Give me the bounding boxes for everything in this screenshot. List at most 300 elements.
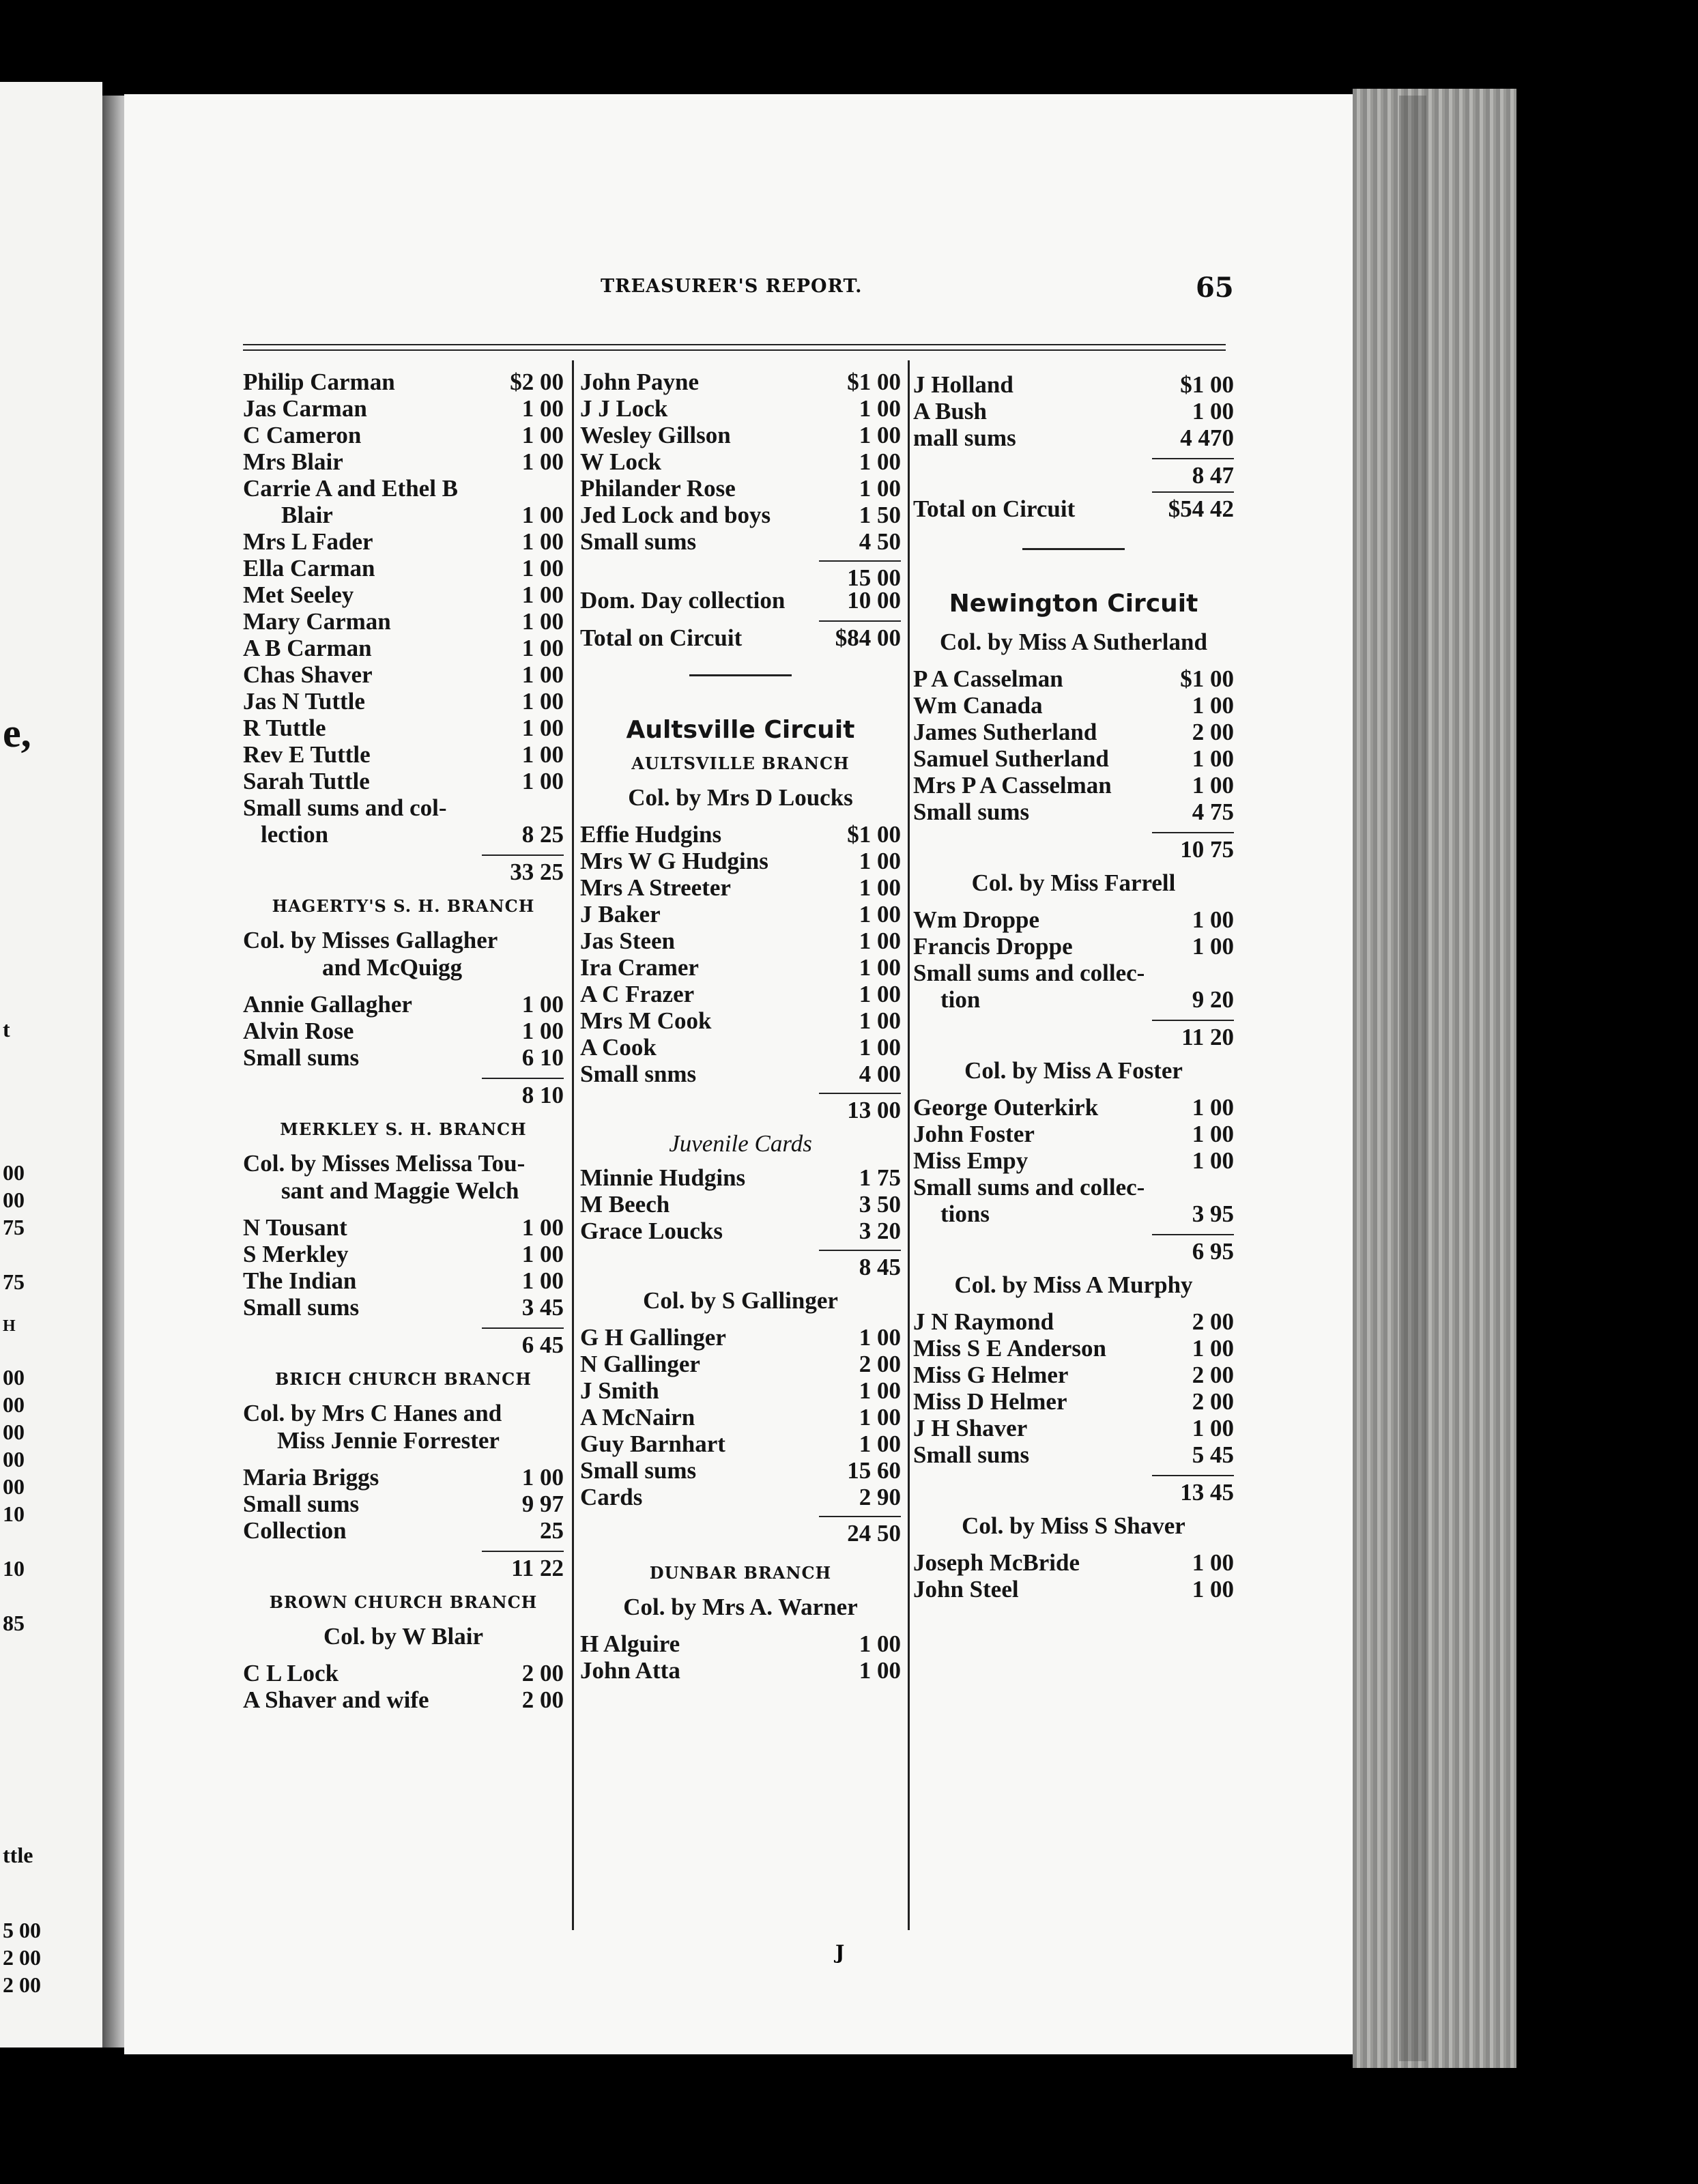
total-row bbox=[580, 1093, 901, 1123]
entry-name: N Tousant bbox=[243, 1214, 347, 1241]
entry-row bbox=[243, 794, 564, 821]
entry-name: Small sums bbox=[243, 1294, 360, 1321]
entry-row bbox=[243, 635, 564, 661]
entry-row bbox=[243, 422, 564, 448]
left-page-text: 2 00 bbox=[3, 1972, 41, 1997]
entry-amount: 2 00 bbox=[521, 1660, 564, 1686]
collector-text: Miss Jennie Forrester bbox=[277, 1427, 500, 1454]
branch-heading: BRICH CHURCH BRANCH bbox=[275, 1369, 532, 1389]
entry-row bbox=[243, 1241, 564, 1267]
total-row bbox=[243, 854, 564, 885]
left-page-text: e, bbox=[3, 710, 31, 756]
entry-row bbox=[580, 928, 901, 954]
entry-row bbox=[580, 1218, 901, 1244]
entry-name: G H Gallinger bbox=[580, 1324, 726, 1351]
entry-row bbox=[580, 1431, 901, 1457]
entry-amount: 1 00 bbox=[1192, 745, 1234, 772]
entry-amount: 1 00 bbox=[859, 1377, 901, 1404]
entry-row bbox=[913, 906, 1234, 933]
entry-name: Small sums bbox=[243, 1491, 360, 1517]
entry-name: J J Lock bbox=[580, 395, 668, 422]
entry-row bbox=[243, 1044, 564, 1071]
entry-name: Mrs W G Hudgins bbox=[580, 848, 768, 874]
circuit-title: Aultsville Circuit bbox=[626, 716, 855, 744]
entry-row bbox=[580, 848, 901, 874]
entry-row bbox=[580, 1630, 901, 1657]
total-row bbox=[580, 1250, 901, 1280]
total-amount: 8 45 bbox=[819, 1250, 901, 1280]
entry-name: Grace Loucks bbox=[580, 1218, 723, 1244]
collector-line bbox=[243, 1150, 564, 1205]
book-page-edges bbox=[1353, 89, 1516, 2068]
entry-amount: 3 20 bbox=[859, 1218, 901, 1244]
entry-row bbox=[243, 448, 564, 475]
entry-name: Small sums and col- bbox=[243, 794, 447, 821]
collector-line: Col. by Mrs D Loucks bbox=[628, 784, 853, 811]
total-amount: 8 47 bbox=[1152, 458, 1234, 489]
entry-amount: 1 00 bbox=[859, 954, 901, 981]
entry-row bbox=[580, 1377, 901, 1404]
entry-row bbox=[580, 1007, 901, 1034]
entry-row bbox=[580, 448, 901, 475]
entry-row bbox=[913, 1388, 1234, 1415]
entry-row bbox=[243, 1491, 564, 1517]
entry-name: Mrs P A Casselman bbox=[913, 772, 1112, 799]
entry-name: R Tuttle bbox=[243, 715, 326, 741]
collector-line: Col. by Miss A Foster bbox=[964, 1057, 1183, 1084]
entry-name: Small sums and collec- bbox=[913, 1174, 1145, 1201]
entry-row bbox=[580, 1034, 901, 1061]
entry-amount: 1 00 bbox=[859, 981, 901, 1007]
entry-name: Small sums bbox=[243, 1044, 360, 1071]
entry-name: Cards bbox=[580, 1484, 643, 1510]
left-page-text: 00 bbox=[3, 1420, 25, 1444]
entry-amount: 1 00 bbox=[521, 1214, 564, 1241]
left-page-text: 75 bbox=[3, 1269, 25, 1294]
entry-amount: 1 00 bbox=[859, 1657, 901, 1684]
entry-row bbox=[243, 1686, 564, 1713]
entry-name: J Baker bbox=[580, 901, 661, 928]
entry-row bbox=[580, 1324, 901, 1351]
total-row bbox=[580, 620, 901, 651]
entry-row bbox=[913, 1308, 1234, 1335]
entry-amount: 1 00 bbox=[521, 715, 564, 741]
entry-name: lection bbox=[261, 821, 329, 848]
entry-name: Philander Rose bbox=[580, 475, 736, 502]
entry-row bbox=[243, 715, 564, 741]
entry-name: Wm Droppe bbox=[913, 906, 1040, 933]
entry-amount: $2 00 bbox=[510, 369, 564, 395]
entry-amount: $1 00 bbox=[847, 369, 901, 395]
entry-row bbox=[913, 1415, 1234, 1441]
collector-text: Col. by Mrs C Hanes and bbox=[243, 1400, 502, 1426]
collector-text: Col. by Misses Melissa Tou- bbox=[243, 1150, 526, 1177]
total-row bbox=[243, 1078, 564, 1108]
entry-name: Miss S E Anderson bbox=[913, 1335, 1106, 1362]
entry-amount: 1 00 bbox=[859, 475, 901, 502]
entry-amount: 1 00 bbox=[859, 448, 901, 475]
entry-amount: $1 00 bbox=[1180, 665, 1234, 692]
entry-amount: 2 00 bbox=[521, 1686, 564, 1713]
entry-name: P A Casselman bbox=[913, 665, 1063, 692]
section-heading: Juvenile Cards bbox=[669, 1130, 812, 1157]
entry-amount: 1 00 bbox=[521, 448, 564, 475]
total-amount: 6 95 bbox=[1152, 1234, 1234, 1265]
entry-name: Ella Carman bbox=[243, 555, 375, 581]
entry-row bbox=[580, 475, 901, 502]
entry-row bbox=[580, 1657, 901, 1684]
entry-name: A Bush bbox=[913, 398, 987, 425]
total-row bbox=[913, 1020, 1234, 1050]
entry-row bbox=[580, 981, 901, 1007]
entry-name: S Merkley bbox=[243, 1241, 349, 1267]
entry-name: Jas N Tuttle bbox=[243, 688, 365, 715]
collector-text: sant and Maggie Welch bbox=[281, 1177, 519, 1204]
left-page-text: 85 bbox=[3, 1611, 25, 1635]
entry-amount: 1 00 bbox=[521, 528, 564, 555]
entry-row bbox=[913, 692, 1234, 719]
left-page-text: 2 00 bbox=[3, 1945, 41, 1970]
entry-name: Mrs A Streeter bbox=[580, 874, 731, 901]
entry-name: Small sums bbox=[580, 528, 697, 555]
entry-name: Mary Carman bbox=[243, 608, 391, 635]
running-head: TREASURER'S REPORT. bbox=[601, 276, 863, 297]
branch-heading: HAGERTY'S S. H. BRANCH bbox=[272, 896, 535, 916]
entry-name: A McNairn bbox=[580, 1404, 695, 1431]
entry-amount: 1 00 bbox=[859, 848, 901, 874]
entry-row bbox=[913, 745, 1234, 772]
entry-row bbox=[243, 502, 564, 528]
entry-row bbox=[913, 1094, 1234, 1121]
entry-name: Francis Droppe bbox=[913, 933, 1073, 960]
total-row bbox=[580, 1516, 901, 1547]
total-amount: 10 75 bbox=[1152, 832, 1234, 863]
entry-name: Wesley Gillson bbox=[580, 422, 731, 448]
entry-amount: 1 00 bbox=[521, 661, 564, 688]
total-amount: 13 45 bbox=[1152, 1475, 1234, 1506]
total-amount: $54 42 bbox=[1152, 491, 1234, 522]
entry-amount: 1 00 bbox=[1192, 1147, 1234, 1174]
left-page-text: 5 00 bbox=[3, 1918, 41, 1942]
collector-line bbox=[243, 1400, 564, 1454]
entry-row bbox=[913, 1549, 1234, 1576]
entry-name: A Shaver and wife bbox=[243, 1686, 429, 1713]
entry-row bbox=[913, 986, 1234, 1013]
entry-amount: 2 90 bbox=[859, 1484, 901, 1510]
collector-text: and McQuigg bbox=[322, 954, 463, 981]
entry-amount: 9 20 bbox=[1192, 986, 1234, 1013]
entry-name: Carrie A and Ethel B bbox=[243, 475, 459, 502]
entry-row bbox=[913, 1576, 1234, 1603]
entry-row bbox=[243, 1464, 564, 1491]
entry-name: J N Raymond bbox=[913, 1308, 1054, 1335]
entry-amount: 1 00 bbox=[1192, 1094, 1234, 1121]
entry-amount: 1 00 bbox=[859, 1034, 901, 1061]
entry-row bbox=[913, 933, 1234, 960]
entry-row bbox=[913, 398, 1234, 425]
branch-heading: DUNBAR BRANCH bbox=[649, 1563, 832, 1583]
branch-heading: BROWN CHURCH BRANCH bbox=[269, 1592, 538, 1612]
entry-row bbox=[913, 1201, 1234, 1227]
total-row bbox=[243, 1551, 564, 1581]
entry-amount: 1 00 bbox=[521, 635, 564, 661]
entry-row bbox=[243, 1517, 564, 1544]
entry-amount: 3 95 bbox=[1192, 1201, 1234, 1227]
entry-row bbox=[913, 719, 1234, 745]
total-amount: 13 00 bbox=[819, 1093, 901, 1123]
entry-row bbox=[913, 425, 1234, 451]
entry-row bbox=[243, 741, 564, 768]
entry-amount: 1 50 bbox=[859, 502, 901, 528]
entry-name: Mrs M Cook bbox=[580, 1007, 712, 1034]
entry-amount: 1 00 bbox=[521, 608, 564, 635]
entry-amount: 5 45 bbox=[1192, 1441, 1234, 1468]
total-row bbox=[580, 560, 901, 591]
entry-amount: 6 10 bbox=[521, 1044, 564, 1071]
entry-row bbox=[580, 1191, 901, 1218]
entry-row bbox=[913, 772, 1234, 799]
left-page-text: 10 bbox=[3, 1502, 25, 1526]
branch-heading: AULTSVILLE BRANCH bbox=[631, 753, 850, 773]
entry-name: Chas Shaver bbox=[243, 661, 373, 688]
entry-row bbox=[913, 1335, 1234, 1362]
entry-row bbox=[243, 991, 564, 1018]
circuit-title: Newington Circuit bbox=[949, 590, 1198, 618]
entry-amount: 2 00 bbox=[1192, 1388, 1234, 1415]
entry-amount: 1 00 bbox=[1192, 1415, 1234, 1441]
left-page-text: 75 bbox=[3, 1215, 25, 1239]
collector-line: Col. by Mrs A. Warner bbox=[623, 1594, 858, 1620]
entry-row bbox=[243, 369, 564, 395]
entry-amount: 1 00 bbox=[521, 1464, 564, 1491]
entry-name: Jed Lock and boys bbox=[580, 502, 771, 528]
entry-name: Philip Carman bbox=[243, 369, 395, 395]
entry-name: James Sutherland bbox=[913, 719, 1097, 745]
entry-name: A C Frazer bbox=[580, 981, 695, 1007]
entry-row bbox=[243, 1294, 564, 1321]
entry-row bbox=[243, 581, 564, 608]
entry-name: Samuel Sutherland bbox=[913, 745, 1109, 772]
entry-row bbox=[580, 1404, 901, 1431]
entry-name: Wm Canada bbox=[913, 692, 1043, 719]
entry-name: John Steel bbox=[913, 1576, 1019, 1603]
entry-name: J Smith bbox=[580, 1377, 659, 1404]
entry-name: Jas Steen bbox=[580, 928, 676, 954]
entry-name: Effie Hudgins bbox=[580, 821, 722, 848]
collector-line: Col. by S Gallinger bbox=[643, 1287, 838, 1314]
entry-name: A Cook bbox=[580, 1034, 657, 1061]
entry-name: H Alguire bbox=[580, 1630, 680, 1657]
collector-line: Col. by W Blair bbox=[323, 1623, 484, 1650]
entry-amount: 1 00 bbox=[521, 991, 564, 1018]
collector-line: Col. by Miss Farrell bbox=[971, 870, 1176, 896]
entry-amount: 2 00 bbox=[1192, 719, 1234, 745]
entry-name: J Holland bbox=[913, 371, 1013, 398]
entry-amount: 1 00 bbox=[521, 741, 564, 768]
entry-name: Collection bbox=[243, 1517, 347, 1544]
entry-amount: $1 00 bbox=[847, 821, 901, 848]
total-amount: 33 25 bbox=[482, 854, 564, 885]
entry-name: C Cameron bbox=[243, 422, 362, 448]
entry-name: J H Shaver bbox=[913, 1415, 1028, 1441]
entry-name: John Payne bbox=[580, 369, 700, 395]
branch-heading: MERKLEY S. H. BRANCH bbox=[280, 1119, 527, 1139]
entry-row bbox=[243, 1660, 564, 1686]
section-separator bbox=[689, 674, 792, 676]
entry-amount: 1 00 bbox=[521, 555, 564, 581]
entry-amount: 1 00 bbox=[859, 874, 901, 901]
entry-row bbox=[243, 475, 564, 502]
entry-amount: 2 00 bbox=[1192, 1308, 1234, 1335]
entry-row bbox=[243, 1214, 564, 1241]
entry-row bbox=[243, 768, 564, 794]
entry-amount: 10 00 bbox=[847, 587, 901, 614]
entry-row bbox=[913, 1362, 1234, 1388]
entry-name: John Foster bbox=[913, 1121, 1035, 1147]
collector-line: Col. by Miss A Sutherland bbox=[940, 629, 1207, 655]
entry-row bbox=[580, 1351, 901, 1377]
entry-name: Annie Gallagher bbox=[243, 991, 412, 1018]
entry-amount: 1 00 bbox=[1192, 1576, 1234, 1603]
entry-name: Total on Circuit bbox=[580, 624, 743, 651]
entry-row bbox=[580, 901, 901, 928]
entry-amount: 1 00 bbox=[859, 395, 901, 422]
entry-name: The Indian bbox=[243, 1267, 357, 1294]
entry-name: Joseph McBride bbox=[913, 1549, 1080, 1576]
total-amount: 8 10 bbox=[482, 1078, 564, 1108]
entry-name: Minnie Hudgins bbox=[580, 1164, 746, 1191]
entry-row bbox=[913, 1147, 1234, 1174]
entry-amount: 3 50 bbox=[859, 1191, 901, 1218]
entry-row bbox=[580, 395, 901, 422]
total-row bbox=[243, 1327, 564, 1358]
total-row bbox=[913, 1475, 1234, 1506]
total-row bbox=[913, 832, 1234, 863]
entry-amount: 8 25 bbox=[521, 821, 564, 848]
left-page-text: ttle bbox=[3, 1843, 33, 1867]
entry-name: tion bbox=[940, 986, 981, 1013]
entry-name: John Atta bbox=[580, 1657, 680, 1684]
entry-amount: 1 00 bbox=[521, 1241, 564, 1267]
entry-row bbox=[913, 1441, 1234, 1468]
total-row bbox=[913, 458, 1234, 489]
entry-row bbox=[580, 1484, 901, 1510]
entry-amount: 1 75 bbox=[859, 1164, 901, 1191]
total-amount: 11 22 bbox=[482, 1551, 564, 1581]
page-number: 65 bbox=[1196, 272, 1234, 304]
entry-amount: $1 00 bbox=[1180, 371, 1234, 398]
entry-name: Total on Circuit bbox=[913, 495, 1076, 522]
entry-row bbox=[580, 369, 901, 395]
entry-amount: 2 00 bbox=[1192, 1362, 1234, 1388]
entry-name: Blair bbox=[281, 502, 333, 528]
entry-row bbox=[243, 1267, 564, 1294]
entry-row bbox=[913, 665, 1234, 692]
book-edge-shadow bbox=[1399, 96, 1426, 2061]
entry-row bbox=[913, 960, 1234, 986]
entry-amount: 1 00 bbox=[521, 688, 564, 715]
entry-name: tions bbox=[940, 1201, 990, 1227]
signature-mark: J bbox=[835, 1941, 845, 1964]
left-page-text: 00 bbox=[3, 1365, 25, 1390]
entry-amount: 1 00 bbox=[521, 422, 564, 448]
column-2 bbox=[580, 369, 901, 1684]
entry-amount: 1 00 bbox=[859, 1630, 901, 1657]
entry-amount: 1 00 bbox=[1192, 1549, 1234, 1576]
entry-name: N Gallinger bbox=[580, 1351, 700, 1377]
left-page-text: 00 bbox=[3, 1392, 25, 1417]
entry-row bbox=[913, 1174, 1234, 1201]
left-page-text: t bbox=[3, 1017, 10, 1041]
total-amount: $84 00 bbox=[819, 620, 901, 651]
total-row bbox=[913, 491, 1234, 522]
entry-row bbox=[243, 661, 564, 688]
header-rule bbox=[243, 349, 1226, 351]
entry-name: Small sums bbox=[913, 1441, 1030, 1468]
entry-name: Small sums and collec- bbox=[913, 960, 1145, 986]
entry-amount: 1 00 bbox=[1192, 906, 1234, 933]
header-rule bbox=[243, 344, 1226, 345]
entry-amount: 1 00 bbox=[521, 768, 564, 794]
entry-amount: 15 60 bbox=[847, 1457, 901, 1484]
entry-name: Rev E Tuttle bbox=[243, 741, 371, 768]
entry-name: Miss D Helmer bbox=[913, 1388, 1067, 1415]
entry-amount: 1 00 bbox=[521, 395, 564, 422]
total-row bbox=[913, 1234, 1234, 1265]
entry-row bbox=[913, 799, 1234, 825]
entry-amount: 1 00 bbox=[859, 928, 901, 954]
entry-row bbox=[243, 688, 564, 715]
entry-row bbox=[580, 502, 901, 528]
entry-row bbox=[580, 422, 901, 448]
entry-amount: 1 00 bbox=[859, 1007, 901, 1034]
total-amount: 11 20 bbox=[1152, 1020, 1234, 1050]
entry-row bbox=[580, 1061, 901, 1087]
entry-amount: 1 00 bbox=[521, 581, 564, 608]
entry-name: Ira Cramer bbox=[580, 954, 699, 981]
left-page-text: H bbox=[3, 1317, 16, 1335]
entry-row bbox=[243, 1018, 564, 1044]
entry-name: W Lock bbox=[580, 448, 661, 475]
entry-name: M Beech bbox=[580, 1191, 670, 1218]
entry-row bbox=[580, 1457, 901, 1484]
entry-amount: 4 75 bbox=[1192, 799, 1234, 825]
entry-amount: 4 00 bbox=[859, 1061, 901, 1087]
entry-row bbox=[243, 395, 564, 422]
column-divider bbox=[908, 360, 910, 1930]
entry-amount: 1 00 bbox=[1192, 398, 1234, 425]
entry-row bbox=[580, 528, 901, 555]
entry-name: Mrs L Fader bbox=[243, 528, 373, 555]
entry-name: Small sums bbox=[913, 799, 1030, 825]
left-page-text: 10 bbox=[3, 1556, 25, 1581]
entry-amount: 9 97 bbox=[521, 1491, 564, 1517]
entry-row bbox=[580, 1164, 901, 1191]
left-page-text: 00 bbox=[3, 1160, 25, 1185]
entry-amount: 1 00 bbox=[1192, 1335, 1234, 1362]
collector-line: Col. by Miss A Murphy bbox=[954, 1271, 1193, 1298]
entry-name: Mrs Blair bbox=[243, 448, 343, 475]
collector-text: Col. by Misses Gallagher bbox=[243, 927, 498, 953]
entry-name: Alvin Rose bbox=[243, 1018, 354, 1044]
left-page-fragment bbox=[0, 82, 102, 2048]
total-amount: 15 00 bbox=[819, 560, 901, 591]
entry-name: Guy Barnhart bbox=[580, 1431, 725, 1457]
entry-row bbox=[243, 821, 564, 848]
entry-amount: 1 00 bbox=[859, 901, 901, 928]
entry-amount: 25 bbox=[540, 1517, 564, 1544]
entry-name: Miss Empy bbox=[913, 1147, 1028, 1174]
